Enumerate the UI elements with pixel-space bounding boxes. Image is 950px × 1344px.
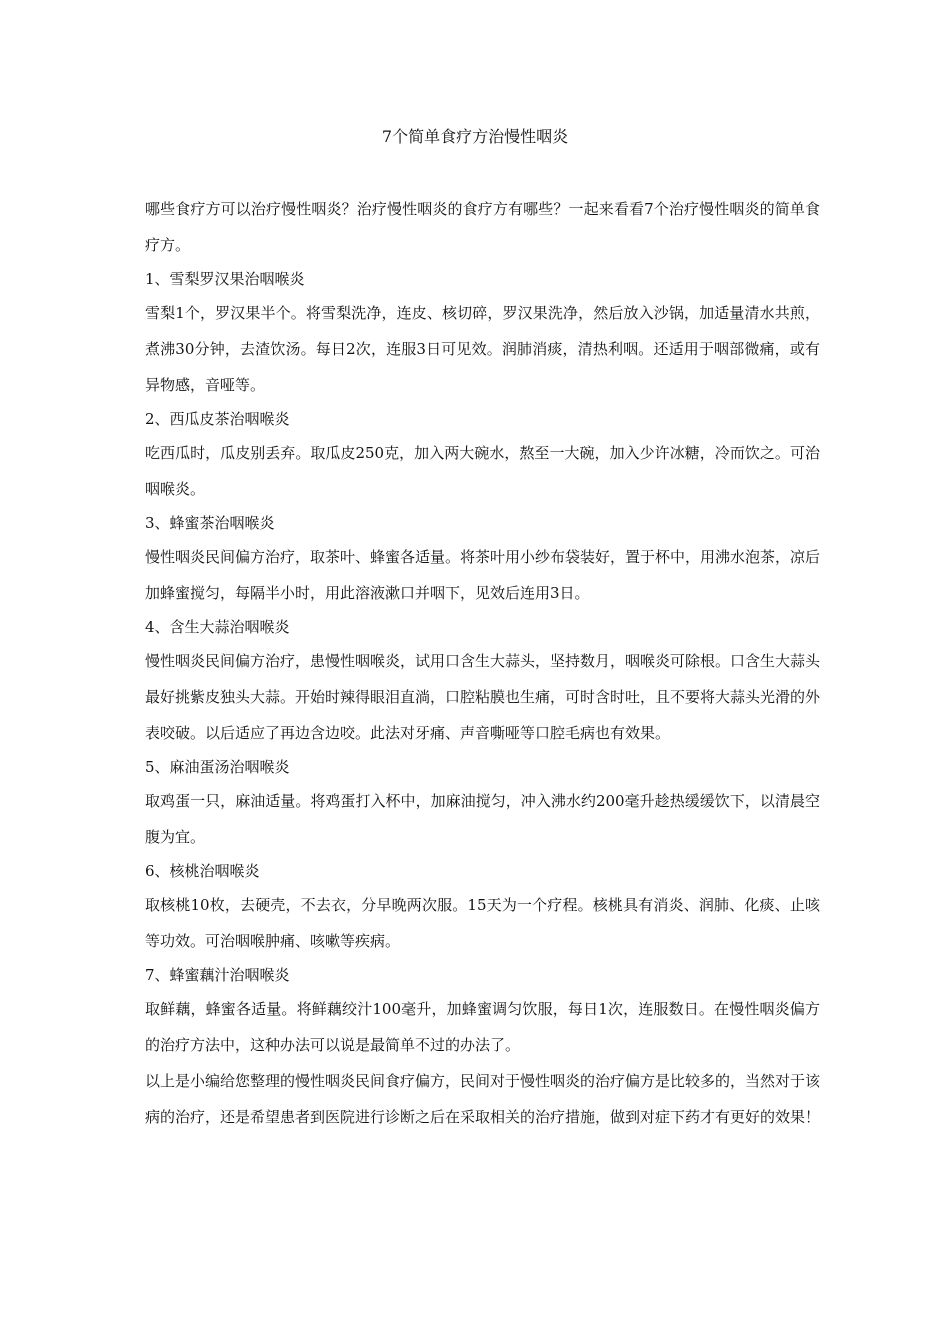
section-text-1: 雪梨1个，罗汉果半个。将雪梨洗净，连皮、核切碎，罗汉果洗净，然后放入沙锅，加适量清水共煎，煮沸30分钟，去渣饮汤。每日2次，连服3日可见效。润肺消痰，清热利咽。还适用于咽部微痛，或有异物感，音哑等。: [145, 304, 820, 394]
conclusion-paragraph: 以上是小编给您整理的慢性咽炎民间食疗偏方，民间对于慢性咽炎的治疗偏方是比较多的，当然对于该病的治疗，还是希望患者到医院进行诊断之后在采取相关的治疗措施，做到对症下药才有更好的效果！: [145, 1072, 821, 1126]
section-text-7: 取鲜藕，蜂蜜各适量。将鲜藕绞汁100毫升，加蜂蜜调匀饮服，每日1次，连服数日。在慢性咽炎偏方的治疗方法中，这种办法可以说是最简单不过的办法了。: [145, 1000, 820, 1054]
section-text-5: 取鸡蛋一只，麻油适量。将鸡蛋打入杯中，加麻油搅匀，冲入沸水约200毫升趁热缓缓饮下，以清晨空腹为宜。: [145, 792, 820, 846]
section-heading-5: 5、麻油蛋汤治咽喉炎: [145, 758, 290, 776]
section-text-3: 慢性咽炎民间偏方治疗，取茶叶、蜂蜜各适量。将茶叶用小纱布袋装好，置于杯中，用沸水泡茶，凉后加蜂蜜搅匀，每隔半小时，用此溶液漱口并咽下，见效后连用3日。: [145, 548, 821, 602]
section-heading-6: 6、核桃治咽喉炎: [145, 862, 260, 880]
section-text-6: 取核桃10枚，去硬壳，不去衣，分早晚两次服。15天为一个疗程。核桃具有消炎、润肺、化痰、止咳等功效。可治咽喉肿痛、咳嗽等疾病。: [145, 896, 820, 950]
section-heading-1: 1、雪梨罗汉果治咽喉炎: [145, 270, 305, 288]
section-text-2: 吃西瓜时，瓜皮别丢弃。取瓜皮250克，加入两大碗水，熬至一大碗，加入少许冰糖，冷而饮之。可治咽喉炎。: [145, 444, 820, 498]
section-heading-4: 4、含生大蒜治咽喉炎: [145, 618, 290, 636]
document-body: [145, 191, 820, 1135]
section-heading-3: 3、蜂蜜茶治咽喉炎: [145, 514, 275, 532]
document-title: 7个简单食疗方治慢性咽炎: [381, 127, 569, 146]
section-text-4: 慢性咽炎民间偏方治疗，患慢性咽喉炎，试用口含生大蒜头，坚持数月，咽喉炎可除根。口含生大蒜头最好挑紫皮独头大蒜。开始时辣得眼泪直淌，口腔粘膜也生痛，可时含时吐，且不要将大蒜头光滑的外表咬破。以后适应了再边含边咬。此法对牙痛、声音嘶哑等口腔毛病也有效果。: [145, 652, 821, 742]
section-heading-7: 7、蜂蜜藕汁治咽喉炎: [145, 966, 290, 984]
section-heading-2: 2、西瓜皮茶治咽喉炎: [145, 410, 290, 428]
intro-paragraph: 哪些食疗方可以治疗慢性咽炎？治疗慢性咽炎的食疗方有哪些？一起来看看7个治疗慢性咽炎的简单食疗方。: [145, 200, 820, 254]
